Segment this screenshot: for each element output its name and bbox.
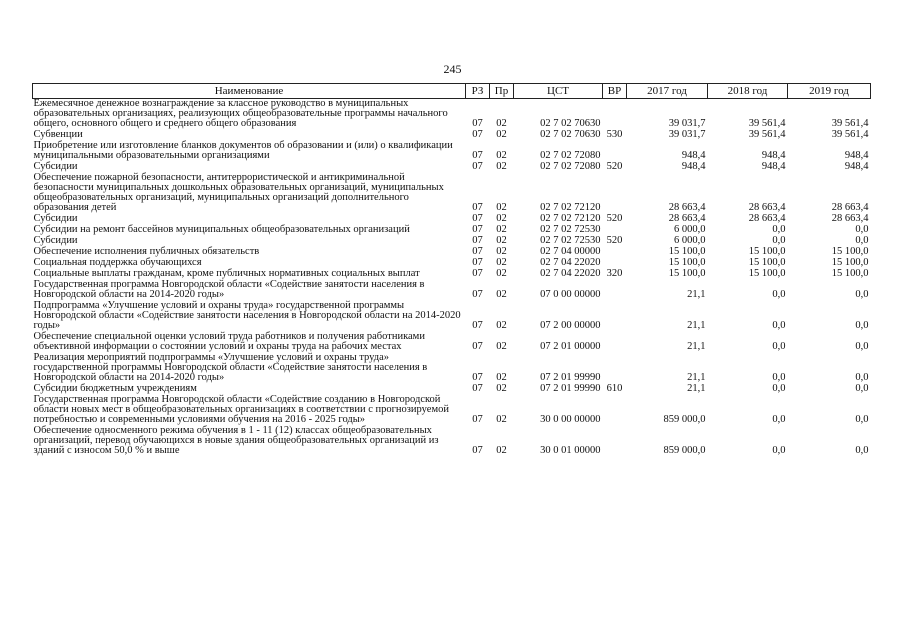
cell-name: Ежемесячное денежное вознаграждение за классное руководство в муниципальных образовательных организациях, реализующих общеобразовательные программы начального общего, основного общего и среднего общего образования xyxy=(33,98,448,129)
header-cst: ЦСТ xyxy=(514,84,603,99)
cell-2019: 39 561,4 xyxy=(831,129,869,140)
cell-2017: 6 000,0 xyxy=(674,235,706,246)
cell-name: Обеспечение односменного режима обучения в 1 - 11 (12) классах общеобразовательных организаций, перевод обучающихся в новые здания общеобразовательных организаций из зданий с износом 50,0 % и выше xyxy=(33,425,439,456)
cell-vr: 530 xyxy=(606,129,623,140)
cell-pr: 02 xyxy=(496,129,507,140)
cell-2019: 0,0 xyxy=(855,320,869,331)
table-header-row xyxy=(33,84,871,99)
cell-2019: 0,0 xyxy=(855,383,869,394)
cell-rz: 07 xyxy=(472,414,483,425)
cell-vr xyxy=(603,300,627,331)
cell-2018: 15 100,0 xyxy=(748,268,786,279)
cell-2018: 0,0 xyxy=(772,414,786,425)
cell-cst: 30 0 00 00000 xyxy=(540,414,601,425)
cell-pr: 02 xyxy=(496,213,507,224)
table-row xyxy=(33,300,871,331)
cell-name: Государственная программа Новгородской области «Содействие созданию в Новгородской области новых мест в общеобразовательных организациях в соответствии с прогнозируемой потребностью и современными условиями обучения на 2016 - 2025 годы» xyxy=(33,394,449,425)
cell-pr: 02 xyxy=(496,445,507,456)
cell-rz: 07 xyxy=(472,224,483,235)
cell-name: Социальные выплаты гражданам, кроме публичных нормативных социальных выплат xyxy=(33,268,420,279)
cell-2017: 859 000,0 xyxy=(663,414,706,425)
table-row xyxy=(33,268,871,279)
cell-pr: 02 xyxy=(496,414,507,425)
cell-name: Обеспечение специальной оценки условий труда работников и получения работниками объективной информации о состоянии условий и охраны труда на рабочих местах xyxy=(33,331,425,352)
cell-cst: 02 7 02 72120 xyxy=(540,213,601,224)
cell-rz: 07 xyxy=(472,289,483,300)
cell-cst: 07 2 00 00000 xyxy=(540,320,601,331)
cell-2018: 28 663,4 xyxy=(748,213,786,224)
cell-cst: 07 2 01 00000 xyxy=(540,341,601,352)
cell-pr: 02 xyxy=(496,268,507,279)
table-row xyxy=(33,224,871,235)
cell-2019: 15 100,0 xyxy=(831,246,869,257)
cell-name: Государственная программа Новгородской области «Содействие занятости населения в Новгородской области на 2014-2020 годы» xyxy=(33,279,425,300)
cell-cst: 02 7 02 72120 xyxy=(540,202,601,213)
cell-vr xyxy=(603,352,627,383)
cell-2018: 948,4 xyxy=(761,150,786,161)
cell-pr: 02 xyxy=(496,289,507,300)
cell-2017: 21,1 xyxy=(687,320,706,331)
cell-pr: 02 xyxy=(496,235,507,246)
cell-cst: 07 2 01 99990 xyxy=(540,372,601,383)
cell-vr xyxy=(603,425,627,456)
cell-vr xyxy=(603,279,627,300)
cell-name: Субсидии на ремонт бассейнов муниципальных общеобразовательных организаций xyxy=(33,224,410,235)
cell-rz: 07 xyxy=(472,150,483,161)
cell-2017: 15 100,0 xyxy=(668,246,706,257)
cell-2019: 39 561,4 xyxy=(831,118,869,129)
cell-2018: 0,0 xyxy=(772,341,786,352)
cell-vr xyxy=(603,394,627,425)
cell-cst: 07 0 00 00000 xyxy=(540,289,601,300)
header-2019: 2019 год xyxy=(788,84,871,99)
cell-2017: 21,1 xyxy=(687,372,706,383)
cell-cst: 02 7 02 72080 xyxy=(540,161,601,172)
header-rz: РЗ xyxy=(466,84,490,99)
cell-2019: 0,0 xyxy=(855,445,869,456)
cell-2017: 6 000,0 xyxy=(674,224,706,235)
cell-name: Социальная поддержка обучающихся xyxy=(33,257,202,268)
cell-rz: 07 xyxy=(472,257,483,268)
cell-rz: 07 xyxy=(472,445,483,456)
cell-rz: 07 xyxy=(472,383,483,394)
table-row xyxy=(33,161,871,172)
cell-cst: 02 7 02 72530 xyxy=(540,235,601,246)
cell-name: Подпрограмма «Улучшение условий и охраны труда» государственной программы Новгородской области «Содействие занятости населения в Новгородской области на 2014-2020 годы» xyxy=(33,300,461,331)
table-row xyxy=(33,246,871,257)
cell-pr: 02 xyxy=(496,118,507,129)
cell-vr xyxy=(603,257,627,268)
cell-2019: 0,0 xyxy=(855,235,869,246)
table-row xyxy=(33,213,871,224)
cell-2017: 948,4 xyxy=(681,150,706,161)
cell-rz: 07 xyxy=(472,129,483,140)
header-vr: ВР xyxy=(603,84,627,99)
cell-vr: 610 xyxy=(606,383,623,394)
cell-pr: 02 xyxy=(496,320,507,331)
table-row xyxy=(33,235,871,246)
cell-2019: 948,4 xyxy=(844,161,869,172)
cell-cst: 02 7 02 72080 xyxy=(540,150,601,161)
cell-vr xyxy=(603,172,627,213)
cell-2018: 0,0 xyxy=(772,445,786,456)
cell-name: Субсидии бюджетным учреждениям xyxy=(33,383,197,394)
cell-cst: 02 7 04 22020 xyxy=(540,257,601,268)
table-row xyxy=(33,331,871,352)
cell-cst: 30 0 01 00000 xyxy=(540,445,601,456)
cell-rz: 07 xyxy=(472,246,483,257)
cell-rz: 07 xyxy=(472,202,483,213)
table-row xyxy=(33,352,871,383)
table-row xyxy=(33,172,871,213)
cell-2017: 948,4 xyxy=(681,161,706,172)
cell-vr xyxy=(603,99,627,130)
cell-vr: 320 xyxy=(606,268,623,279)
cell-2019: 15 100,0 xyxy=(831,257,869,268)
cell-vr: 520 xyxy=(606,161,623,172)
cell-2019: 0,0 xyxy=(855,372,869,383)
cell-rz: 07 xyxy=(472,235,483,246)
table-row xyxy=(33,383,871,394)
cell-vr: 520 xyxy=(606,213,623,224)
cell-cst: 02 7 04 00000 xyxy=(540,246,601,257)
cell-cst: 02 7 02 70630 xyxy=(540,129,601,140)
header-pr: Пр xyxy=(490,84,514,99)
cell-vr xyxy=(603,224,627,235)
cell-2018: 0,0 xyxy=(772,383,786,394)
cell-name: Субсидии xyxy=(33,213,78,224)
cell-name: Приобретение или изготовление бланков документов об образовании и (или) о квалификации муниципальными образовательными организациями xyxy=(33,140,453,161)
table-row xyxy=(33,129,871,140)
cell-2017: 28 663,4 xyxy=(668,202,706,213)
cell-pr: 02 xyxy=(496,246,507,257)
cell-rz: 07 xyxy=(472,118,483,129)
cell-2018: 39 561,4 xyxy=(748,118,786,129)
cell-cst: 07 2 01 99990 xyxy=(540,383,601,394)
cell-2018: 948,4 xyxy=(761,161,786,172)
cell-cst: 02 7 02 70630 xyxy=(540,118,601,129)
cell-vr xyxy=(603,246,627,257)
cell-pr: 02 xyxy=(496,341,507,352)
cell-2017: 21,1 xyxy=(687,383,706,394)
cell-2018: 0,0 xyxy=(772,235,786,246)
cell-2018: 0,0 xyxy=(772,289,786,300)
cell-pr: 02 xyxy=(496,383,507,394)
cell-vr xyxy=(603,331,627,352)
cell-2017: 39 031,7 xyxy=(668,118,706,129)
cell-name: Субсидии xyxy=(33,235,78,246)
cell-rz: 07 xyxy=(472,341,483,352)
cell-2018: 0,0 xyxy=(772,320,786,331)
cell-2017: 15 100,0 xyxy=(668,257,706,268)
cell-2017: 15 100,0 xyxy=(668,268,706,279)
cell-2017: 28 663,4 xyxy=(668,213,706,224)
cell-pr: 02 xyxy=(496,161,507,172)
cell-2017: 21,1 xyxy=(687,289,706,300)
cell-2017: 39 031,7 xyxy=(668,129,706,140)
cell-2018: 0,0 xyxy=(772,224,786,235)
cell-2018: 39 561,4 xyxy=(748,129,786,140)
cell-2019: 948,4 xyxy=(844,150,869,161)
cell-2019: 28 663,4 xyxy=(831,213,869,224)
cell-2018: 0,0 xyxy=(772,372,786,383)
cell-pr: 02 xyxy=(496,372,507,383)
header-2017: 2017 год xyxy=(627,84,708,99)
cell-2019: 0,0 xyxy=(855,224,869,235)
cell-rz: 07 xyxy=(472,161,483,172)
cell-cst: 02 7 02 72530 xyxy=(540,224,601,235)
cell-2017: 859 000,0 xyxy=(663,445,706,456)
cell-name: Обеспечение пожарной безопасности, антитеррористической и антикриминальной безопасности муниципальных дошкольных образовательных организаций, муниципальных общеобразовательных организаций, муниципальных организаций дополнительного образования детей xyxy=(33,172,444,213)
cell-pr: 02 xyxy=(496,202,507,213)
cell-pr: 02 xyxy=(496,257,507,268)
cell-2019: 0,0 xyxy=(855,289,869,300)
table-row xyxy=(33,279,871,300)
cell-rz: 07 xyxy=(472,320,483,331)
cell-rz: 07 xyxy=(472,213,483,224)
cell-2018: 15 100,0 xyxy=(748,257,786,268)
cell-pr: 02 xyxy=(496,224,507,235)
cell-name: Субсидии xyxy=(33,161,78,172)
header-name: Наименование xyxy=(33,84,466,99)
table-row xyxy=(33,257,871,268)
cell-pr: 02 xyxy=(496,150,507,161)
cell-2018: 15 100,0 xyxy=(748,246,786,257)
table-row xyxy=(33,99,871,130)
cell-2019: 28 663,4 xyxy=(831,202,869,213)
table-body xyxy=(33,99,871,457)
table-row xyxy=(33,425,871,456)
budget-table xyxy=(32,83,871,456)
cell-name: Субвенции xyxy=(33,129,83,140)
cell-2019: 0,0 xyxy=(855,414,869,425)
cell-rz: 07 xyxy=(472,372,483,383)
cell-2017: 21,1 xyxy=(687,341,706,352)
cell-rz: 07 xyxy=(472,268,483,279)
cell-cst: 02 7 04 22020 xyxy=(540,268,601,279)
header-2018: 2018 год xyxy=(708,84,788,99)
table-row xyxy=(33,394,871,425)
cell-2018: 28 663,4 xyxy=(748,202,786,213)
page-number: 245 xyxy=(443,62,462,76)
table-row xyxy=(33,140,871,161)
cell-vr xyxy=(603,140,627,161)
cell-2019: 0,0 xyxy=(855,341,869,352)
cell-2019: 15 100,0 xyxy=(831,268,869,279)
cell-name: Реализация мероприятий подпрограммы «Улучшение условий и охраны труда» государственной программы Новгородской области «Содействие занятости населения в Новгородской области на 2014-2020 годы» xyxy=(33,352,428,383)
cell-name: Обеспечение исполнения публичных обязательств xyxy=(33,246,260,257)
cell-vr: 520 xyxy=(606,235,623,246)
